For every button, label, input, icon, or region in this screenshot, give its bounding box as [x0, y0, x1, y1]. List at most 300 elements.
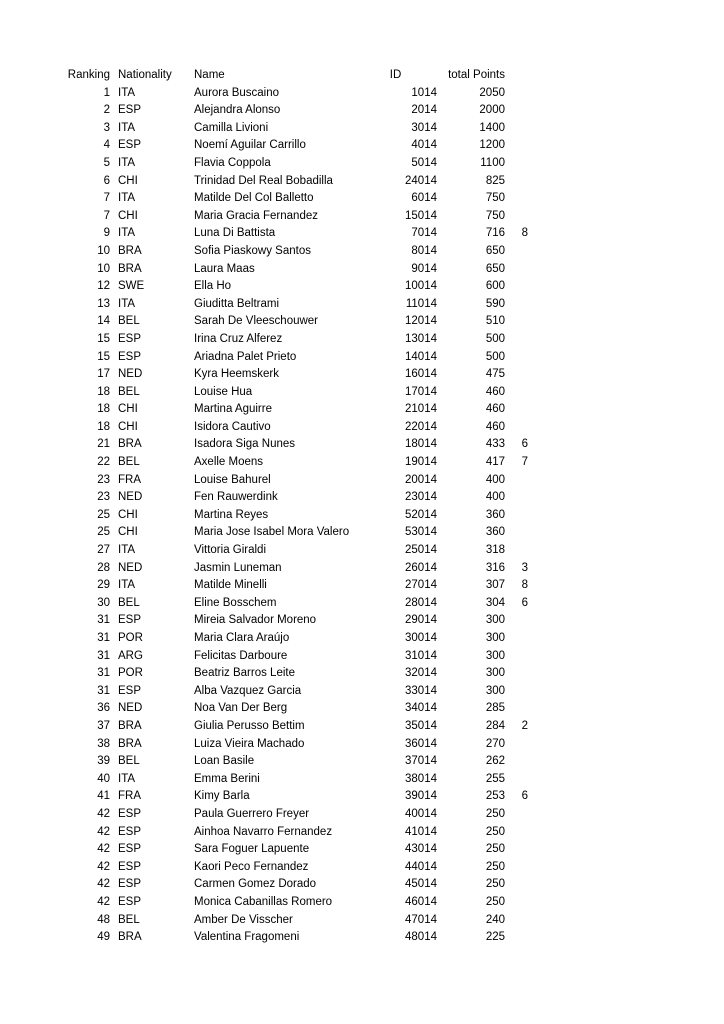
- cell-name: Sofia Piaskowy Santos: [194, 244, 311, 257]
- cell-points: 360: [485, 508, 505, 521]
- cell-id: 16014: [405, 368, 437, 381]
- cell-points-decimal: [505, 648, 528, 666]
- table-row: [0, 102, 528, 120]
- cell-name: Paula Guerrero Freyer: [194, 807, 310, 820]
- cell-name: Axelle Moens: [194, 456, 264, 469]
- cell-nationality: ESP: [118, 350, 142, 363]
- cell-points: 475: [485, 368, 505, 381]
- cell-nationality: SWE: [118, 280, 145, 293]
- table-row: [0, 806, 528, 824]
- table-row: [0, 436, 528, 454]
- cell-points-decimal: [505, 313, 528, 331]
- cell-id: 46014: [405, 895, 437, 908]
- cell-ranking: 1: [103, 86, 110, 99]
- cell-nationality: ITA: [118, 227, 136, 240]
- table-row: [0, 190, 528, 208]
- cell-points: 1200: [479, 139, 505, 152]
- cell-name: Valentina Fragomeni: [194, 931, 300, 944]
- table-row: [0, 155, 528, 173]
- cell-id: 52014: [405, 508, 437, 521]
- cell-name: Eline Bosschem: [194, 596, 277, 609]
- cell-nationality: ESP: [118, 860, 142, 873]
- cell-ranking: 23: [97, 491, 110, 504]
- table-row: [0, 929, 528, 947]
- cell-points-decimal: [505, 102, 528, 120]
- table-row: [0, 331, 528, 349]
- cell-id: 30014: [405, 632, 437, 644]
- cell-nationality: BEL: [118, 315, 140, 328]
- cell-points-decimal: [505, 507, 528, 525]
- cell-points-decimal: [505, 243, 528, 261]
- cell-id: 8014: [411, 244, 437, 257]
- cell-points-decimal: [505, 824, 528, 842]
- cell-ranking: 12: [97, 280, 110, 293]
- cell-name: Noa Van Der Berg: [194, 702, 288, 715]
- table-row: [0, 700, 528, 718]
- cell-nationality: ESP: [118, 895, 142, 908]
- table-row: [0, 912, 528, 930]
- cell-id: 19014: [405, 456, 437, 469]
- cell-name: Martina Aguirre: [194, 403, 272, 416]
- cell-points: 307: [485, 579, 505, 592]
- cell-ranking: 31: [97, 667, 110, 680]
- table-row: [0, 137, 528, 155]
- cell-points: 460: [485, 385, 505, 398]
- cell-points-decimal: [505, 120, 528, 138]
- cell-nationality: ESP: [118, 843, 142, 856]
- cell-name: Martina Reyes: [194, 508, 269, 521]
- cell-name: Irina Cruz Alferez: [194, 332, 283, 345]
- cell-nationality: NED: [118, 561, 143, 574]
- cell-nationality: NED: [118, 491, 143, 504]
- cell-points-decimal: [505, 137, 528, 155]
- table-row: [0, 278, 528, 296]
- cell-ranking: 7: [103, 192, 110, 205]
- cell-ranking: 30: [97, 596, 110, 609]
- cell-nationality: CHI: [118, 420, 138, 433]
- cell-name: Aurora Buscaino: [194, 86, 280, 99]
- cell-points: 1400: [479, 121, 505, 134]
- cell-name: Loan Basile: [194, 755, 255, 768]
- cell-name: Felicitas Darboure: [194, 649, 288, 662]
- cell-id: 44014: [405, 860, 437, 873]
- table-row: [0, 454, 528, 472]
- cell-ranking: 49: [97, 931, 110, 944]
- cell-nationality: ESP: [118, 825, 142, 838]
- cell-points: 2000: [479, 104, 505, 117]
- header-ranking: Ranking: [67, 69, 110, 81]
- cell-ranking: 22: [97, 456, 110, 469]
- header-name: Name: [194, 69, 225, 81]
- cell-id: 20014: [405, 473, 437, 486]
- cell-name: Maria Clara Araújo: [194, 632, 290, 644]
- cell-name: Ainhoa Navarro Fernandez: [194, 825, 333, 838]
- cell-name: Louise Bahurel: [194, 473, 271, 486]
- table-row: [0, 173, 528, 191]
- cell-points: 240: [485, 913, 505, 926]
- cell-id: 1014: [411, 86, 437, 99]
- cell-id: 48014: [405, 931, 437, 944]
- cell-nationality: BEL: [118, 456, 140, 469]
- cell-points: 650: [485, 262, 505, 275]
- cell-ranking: 28: [97, 561, 110, 574]
- cell-points-decimal: [505, 349, 528, 367]
- cell-nationality: CHI: [118, 526, 138, 539]
- cell-nationality: ITA: [118, 86, 136, 99]
- cell-name: Fen Rauwerdink: [194, 491, 278, 504]
- cell-name: Jasmin Luneman: [194, 561, 282, 574]
- cell-points: 600: [485, 280, 505, 293]
- ranking-table: [0, 67, 528, 947]
- cell-id: 34014: [405, 702, 437, 715]
- cell-points: 500: [485, 350, 505, 363]
- cell-points: 510: [485, 315, 505, 328]
- table-row: [0, 718, 528, 736]
- cell-ranking: 13: [97, 297, 110, 310]
- cell-points-decimal: 8: [521, 227, 528, 240]
- table-row: [0, 472, 528, 490]
- cell-nationality: CHI: [118, 209, 138, 222]
- cell-name: Laura Maas: [194, 262, 255, 275]
- cell-name: Camilla Livioni: [194, 121, 269, 134]
- cell-points-decimal: [505, 173, 528, 191]
- cell-points: 650: [485, 244, 505, 257]
- cell-nationality: BRA: [118, 931, 142, 944]
- cell-id: 53014: [405, 526, 437, 539]
- cell-id: 26014: [405, 561, 437, 574]
- cell-points-decimal: [505, 700, 528, 718]
- table-row: [0, 243, 528, 261]
- table-row: [0, 349, 528, 367]
- cell-ranking: 37: [97, 719, 110, 732]
- cell-ranking: 31: [97, 614, 110, 627]
- cell-ranking: 27: [97, 544, 110, 557]
- cell-points-decimal: 2: [521, 719, 528, 732]
- cell-points: 250: [485, 860, 505, 873]
- cell-nationality: ESP: [118, 332, 142, 345]
- cell-points-decimal: [505, 261, 528, 279]
- cell-id: 10014: [405, 280, 437, 293]
- cell-name: Matilde Del Col Balletto: [194, 192, 314, 205]
- cell-points: 750: [485, 192, 505, 205]
- cell-points-decimal: [505, 401, 528, 419]
- cell-name: Louise Hua: [194, 385, 253, 398]
- cell-points: 270: [485, 737, 505, 750]
- cell-name: Sarah De Vleeschouwer: [194, 315, 319, 328]
- cell-ranking: 23: [97, 473, 110, 486]
- cell-points-decimal: 6: [521, 790, 528, 803]
- cell-points-decimal: 7: [521, 456, 528, 469]
- cell-nationality: NED: [118, 702, 143, 715]
- cell-id: 22014: [405, 420, 437, 433]
- cell-name: Matilde Minelli: [194, 579, 267, 592]
- cell-points: 2050: [479, 86, 505, 99]
- cell-points-decimal: 6: [521, 438, 528, 451]
- cell-ranking: 4: [103, 139, 110, 152]
- cell-name: Ariadna Palet Prieto: [194, 350, 297, 363]
- cell-id: 39014: [405, 790, 437, 803]
- cell-nationality: BRA: [118, 262, 142, 275]
- cell-name: Giulia Perusso Bettim: [194, 719, 305, 732]
- cell-points-decimal: [505, 683, 528, 701]
- cell-id: 4014: [411, 139, 437, 152]
- table-row: [0, 788, 528, 806]
- cell-points: 316: [485, 561, 505, 574]
- cell-points: 300: [485, 632, 505, 644]
- cell-ranking: 7: [103, 209, 110, 222]
- cell-id: 11014: [405, 297, 437, 310]
- cell-ranking: 40: [97, 772, 110, 785]
- cell-points-decimal: [505, 806, 528, 824]
- cell-points-decimal: [505, 366, 528, 384]
- cell-name: Isadora Siga Nunes: [194, 438, 296, 451]
- cell-nationality: ARG: [118, 649, 143, 662]
- cell-name: Ella Ho: [194, 280, 232, 293]
- cell-id: 41014: [405, 825, 437, 838]
- cell-points: 318: [485, 544, 505, 557]
- cell-points-decimal: [505, 929, 528, 947]
- cell-name: Monica Cabanillas Romero: [194, 895, 333, 908]
- table-row: [0, 841, 528, 859]
- cell-id: 38014: [405, 772, 437, 785]
- cell-nationality: ITA: [118, 192, 136, 205]
- cell-ranking: 2: [103, 104, 110, 117]
- cell-id: 47014: [405, 913, 437, 926]
- cell-id: 35014: [405, 719, 437, 732]
- table-row: [0, 542, 528, 560]
- cell-name: Alba Vazquez Garcia: [194, 684, 302, 697]
- cell-points-decimal: 8: [521, 579, 528, 592]
- header-spacer: [505, 67, 528, 85]
- cell-points-decimal: [505, 524, 528, 542]
- cell-points-decimal: 3: [521, 561, 528, 574]
- table-row: [0, 736, 528, 754]
- cell-nationality: BRA: [118, 244, 142, 257]
- cell-id: 23014: [405, 491, 437, 504]
- cell-id: 36014: [405, 737, 437, 750]
- cell-points: 225: [485, 931, 505, 944]
- cell-id: 32014: [405, 667, 437, 680]
- cell-ranking: 10: [97, 262, 110, 275]
- cell-ranking: 42: [97, 825, 110, 838]
- cell-id: 2014: [411, 104, 437, 117]
- cell-ranking: 10: [97, 244, 110, 257]
- cell-name: Giuditta Beltrami: [194, 297, 280, 310]
- cell-id: 15014: [405, 209, 437, 222]
- cell-name: Amber De Visscher: [194, 913, 293, 926]
- cell-nationality: ITA: [118, 121, 136, 134]
- cell-nationality: BRA: [118, 719, 142, 732]
- cell-ranking: 48: [97, 913, 110, 926]
- cell-nationality: BEL: [118, 385, 140, 398]
- cell-id: 14014: [405, 350, 437, 363]
- cell-nationality: ESP: [118, 684, 142, 697]
- cell-points-decimal: [505, 542, 528, 560]
- cell-points-decimal: [505, 894, 528, 912]
- cell-points: 417: [485, 456, 505, 469]
- cell-nationality: CHI: [118, 508, 138, 521]
- cell-id: 7014: [411, 227, 437, 240]
- cell-ranking: 15: [97, 350, 110, 363]
- cell-ranking: 31: [97, 684, 110, 697]
- cell-points-decimal: [505, 771, 528, 789]
- cell-nationality: POR: [118, 667, 143, 680]
- cell-points-decimal: [505, 190, 528, 208]
- cell-id: 25014: [405, 544, 437, 557]
- table-row: [0, 507, 528, 525]
- cell-name: Emma Berini: [194, 772, 260, 785]
- cell-points-decimal: [505, 876, 528, 894]
- cell-points-decimal: [505, 419, 528, 437]
- cell-id: 6014: [411, 192, 437, 205]
- cell-name: Mireia Salvador Moreno: [194, 614, 317, 627]
- cell-points: 360: [485, 526, 505, 539]
- cell-id: 29014: [405, 614, 437, 627]
- cell-nationality: BEL: [118, 596, 140, 609]
- cell-name: Beatriz Barros Leite: [194, 667, 295, 680]
- cell-points-decimal: [505, 841, 528, 859]
- table-row: [0, 630, 528, 648]
- cell-nationality: BRA: [118, 737, 142, 750]
- cell-points: 250: [485, 878, 505, 891]
- cell-points: 250: [485, 895, 505, 908]
- table-row: [0, 296, 528, 314]
- cell-nationality: ESP: [118, 614, 142, 627]
- cell-name: Kaori Peco Fernandez: [194, 860, 309, 873]
- table-row: [0, 876, 528, 894]
- cell-nationality: ESP: [118, 139, 142, 152]
- table-body: [0, 85, 528, 947]
- header-nationality: Nationality: [118, 69, 172, 81]
- cell-nationality: ITA: [118, 156, 136, 169]
- cell-points-decimal: [505, 753, 528, 771]
- table-row: [0, 489, 528, 507]
- cell-id: 40014: [405, 807, 437, 820]
- table-row: [0, 524, 528, 542]
- table-row: [0, 120, 528, 138]
- cell-id: 21014: [405, 403, 437, 416]
- cell-name: Luiza Vieira Machado: [194, 737, 305, 750]
- cell-id: 28014: [405, 596, 437, 609]
- cell-points-decimal: [505, 155, 528, 173]
- cell-nationality: BEL: [118, 755, 140, 768]
- cell-nationality: ITA: [118, 544, 136, 557]
- cell-ranking: 17: [97, 368, 110, 381]
- cell-name: Maria Gracia Fernandez: [194, 209, 318, 222]
- cell-points-decimal: [505, 736, 528, 754]
- cell-points: 250: [485, 825, 505, 838]
- cell-ranking: 41: [97, 790, 110, 803]
- cell-points: 250: [485, 843, 505, 856]
- cell-ranking: 18: [97, 420, 110, 433]
- header-id: ID: [389, 69, 402, 81]
- table-row: [0, 384, 528, 402]
- table-header-row: [0, 67, 528, 85]
- table-row: [0, 261, 528, 279]
- table-row: [0, 577, 528, 595]
- cell-id: 5014: [411, 156, 437, 169]
- cell-points: 300: [485, 649, 505, 662]
- table-row: [0, 560, 528, 578]
- cell-name: Kimy Barla: [194, 790, 250, 803]
- cell-points-decimal: [505, 665, 528, 683]
- cell-points-decimal: [505, 630, 528, 648]
- cell-points: 825: [485, 174, 505, 187]
- cell-ranking: 25: [97, 526, 110, 539]
- cell-points: 300: [485, 614, 505, 627]
- cell-nationality: BRA: [118, 438, 142, 451]
- cell-points: 300: [485, 684, 505, 697]
- cell-ranking: 5: [103, 156, 110, 169]
- cell-points: 716: [485, 227, 505, 240]
- cell-points: 460: [485, 420, 505, 433]
- cell-points-decimal: [505, 612, 528, 630]
- cell-points: 300: [485, 667, 505, 680]
- cell-id: 45014: [405, 878, 437, 891]
- cell-id: 33014: [405, 684, 437, 697]
- cell-points: 750: [485, 209, 505, 222]
- cell-ranking: 42: [97, 843, 110, 856]
- cell-ranking: 42: [97, 895, 110, 908]
- cell-points: 284: [485, 719, 505, 732]
- cell-nationality: ESP: [118, 807, 142, 820]
- table-row: [0, 894, 528, 912]
- cell-nationality: POR: [118, 632, 143, 644]
- table-row: [0, 859, 528, 877]
- cell-nationality: ITA: [118, 297, 136, 310]
- cell-name: Flavia Coppola: [194, 156, 271, 169]
- cell-points: 1100: [480, 156, 505, 169]
- cell-ranking: 6: [103, 174, 110, 187]
- cell-nationality: CHI: [118, 174, 138, 187]
- cell-points: 285: [485, 702, 505, 715]
- cell-points-decimal: [505, 912, 528, 930]
- table-row: [0, 665, 528, 683]
- header-total-points: total Points: [448, 69, 505, 81]
- cell-nationality: ITA: [118, 772, 136, 785]
- table-row: [0, 771, 528, 789]
- cell-points: 253: [485, 790, 505, 803]
- cell-id: 13014: [405, 332, 437, 345]
- cell-name: Vittoria Giraldi: [194, 544, 267, 557]
- cell-name: Carmen Gomez Dorado: [194, 878, 317, 891]
- table-row: [0, 683, 528, 701]
- cell-name: Maria Jose Isabel Mora Valero: [194, 526, 350, 539]
- table-row: [0, 595, 528, 613]
- cell-points-decimal: [505, 859, 528, 877]
- table-row: [0, 313, 528, 331]
- cell-nationality: ITA: [118, 579, 136, 592]
- table-row: [0, 824, 528, 842]
- cell-points: 590: [485, 297, 505, 310]
- cell-id: 3014: [411, 121, 437, 134]
- cell-points-decimal: [505, 208, 528, 226]
- cell-ranking: 42: [97, 807, 110, 820]
- cell-points: 250: [485, 807, 505, 820]
- cell-points: 304: [485, 596, 505, 609]
- cell-ranking: 21: [97, 438, 110, 451]
- table-row: [0, 648, 528, 666]
- cell-ranking: 14: [97, 315, 110, 328]
- cell-points-decimal: [505, 472, 528, 490]
- table-row: [0, 753, 528, 771]
- cell-points: 400: [485, 473, 505, 486]
- cell-nationality: ESP: [118, 878, 142, 891]
- cell-points-decimal: [505, 489, 528, 507]
- cell-nationality: FRA: [118, 790, 141, 803]
- cell-ranking: 42: [97, 860, 110, 873]
- cell-name: Kyra Heemskerk: [194, 368, 279, 381]
